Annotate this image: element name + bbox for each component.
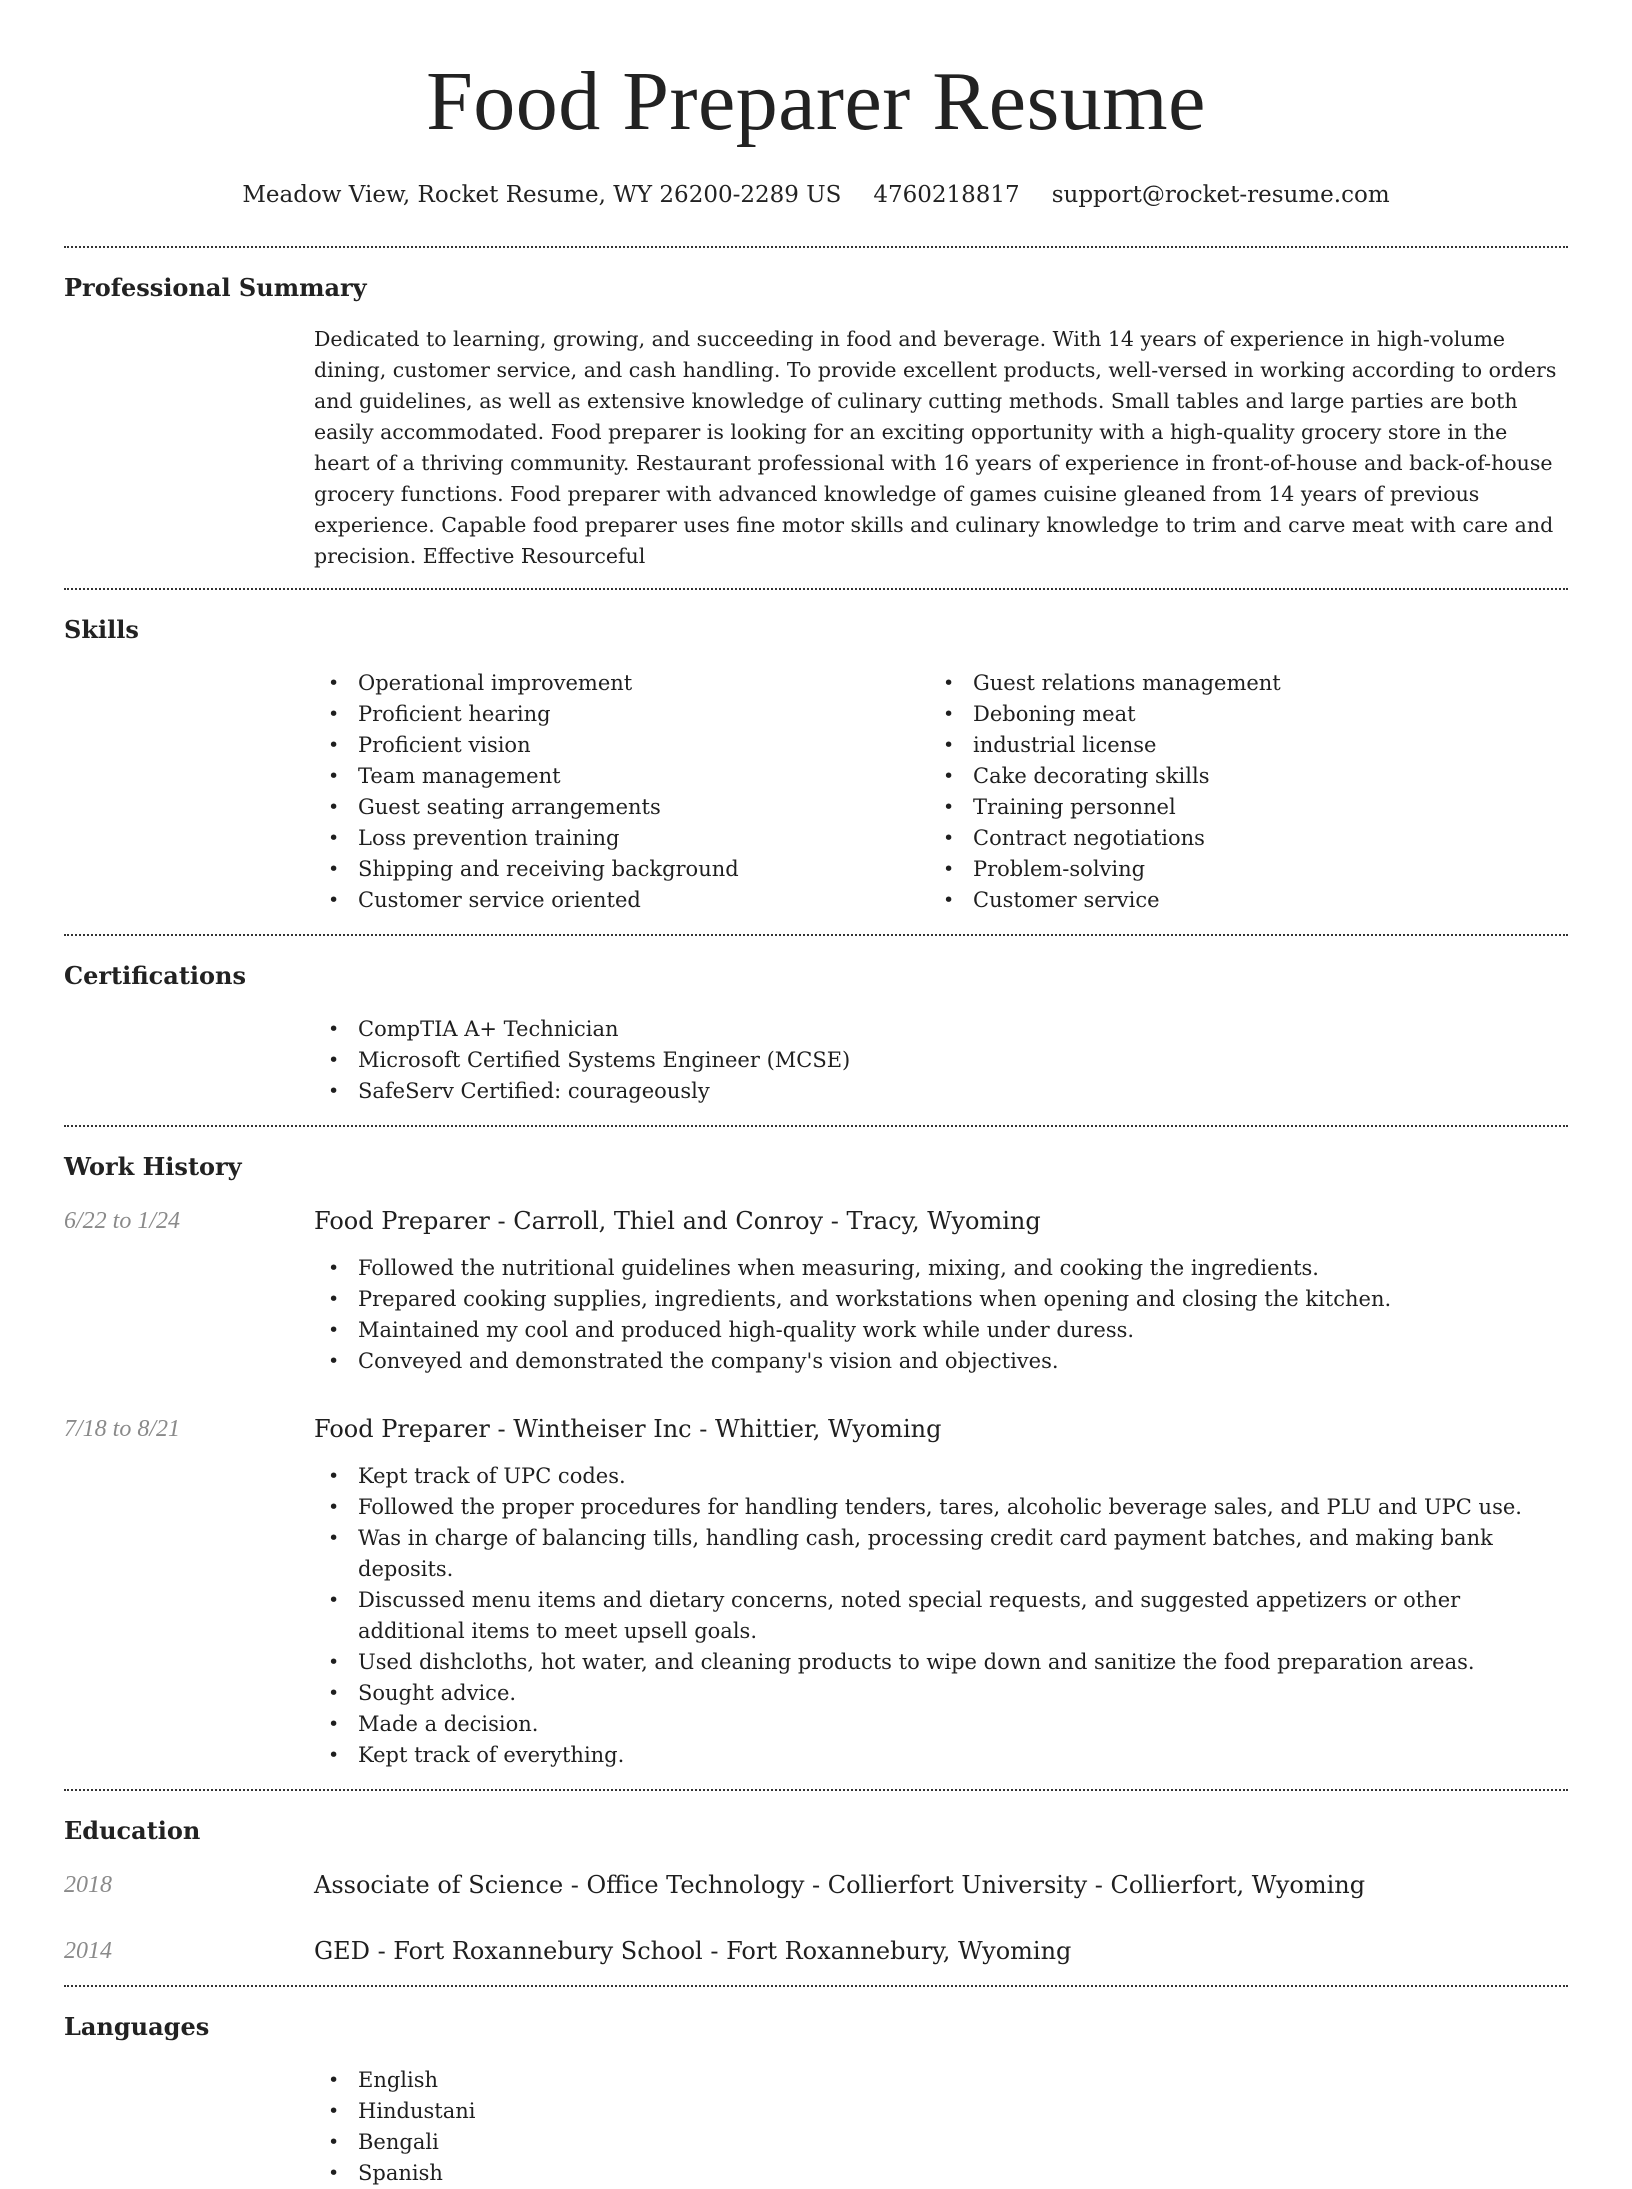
duty-item: • Prepared cooking supplies, ingredients, and workstations when opening and closing the kitchen. (314, 1284, 1568, 1315)
duty-item: • Followed the nutritional guidelines when measuring, mixing, and cooking the ingredients. (314, 1253, 1568, 1284)
education-heading: Education (64, 1816, 201, 1845)
language-item: • English (314, 2065, 1568, 2096)
job-dates: 6/22 to 1/24 (64, 1208, 181, 1234)
certification-item: • Microsoft Certified Systems Engineer (MCSE) (314, 1045, 1568, 1076)
duty-item: • Followed the proper procedures for handling tenders, tares, alcoholic beverage sales, and PLU and UPC use. (314, 1492, 1568, 1523)
skill-item: • Loss prevention training (314, 823, 929, 854)
skills-section (64, 590, 1568, 934)
skills-list-left (314, 668, 929, 916)
duty-item: • Used dishcloths, hot water, and cleaning products to wipe down and sanitize the food preparation areas. (314, 1647, 1568, 1678)
contact-phone: 4760218817 (873, 182, 1020, 208)
certifications-list (314, 1014, 1568, 1125)
job-title: Food Preparer - Carroll, Thiel and Conroy - Tracy, Wyoming (314, 1207, 1041, 1235)
duty-item: • Maintained my cool and produced high-quality work while under duress. (314, 1315, 1568, 1346)
duty-item: • Sought advice. (314, 1678, 1568, 1709)
job-duties (314, 1461, 1568, 1771)
education-entry (64, 1935, 1568, 1967)
skill-item: • Team management (314, 761, 929, 792)
languages-list (314, 2065, 1568, 2189)
job-dates: 7/18 to 8/21 (64, 1416, 181, 1442)
skill-item: • industrial license (929, 730, 1544, 761)
skill-item: • Customer service oriented (314, 885, 929, 916)
skill-item: • Proficient hearing (314, 699, 929, 730)
languages-heading: Languages (64, 2012, 210, 2041)
skill-item: • Problem-solving (929, 854, 1544, 885)
languages-section (64, 1987, 1568, 2189)
skill-item: • Deboning meat (929, 699, 1544, 730)
skill-item: • Training personnel (929, 792, 1544, 823)
summary-section (64, 248, 1568, 588)
certification-item: • CompTIA A+ Technician (314, 1014, 1568, 1045)
job-entry (64, 1413, 1568, 1771)
skill-item: • Operational improvement (314, 668, 929, 699)
resume-page (64, 0, 1568, 2185)
duty-item: • Kept track of everything. (314, 1740, 1568, 1771)
duty-item: • Made a decision. (314, 1709, 1568, 1740)
certifications-section (64, 936, 1568, 1125)
skill-item: • Guest seating arrangements (314, 792, 929, 823)
skill-item: • Proficient vision (314, 730, 929, 761)
skill-item: • Cake decorating skills (929, 761, 1544, 792)
skill-item: • Shipping and receiving background (314, 854, 929, 885)
job-entry (64, 1205, 1568, 1377)
skills-list-right (929, 668, 1544, 916)
duty-item: • Was in charge of balancing tills, handling cash, processing credit card payment batches, and making bank deposits. (314, 1523, 1568, 1585)
skill-item: • Contract negotiations (929, 823, 1544, 854)
language-item: • Bengali (314, 2127, 1568, 2158)
education-year: 2018 (64, 1872, 112, 1898)
language-item: • Hindustani (314, 2096, 1568, 2127)
duty-item: • Conveyed and demonstrated the company's vision and objectives. (314, 1346, 1568, 1377)
education-degree: GED - Fort Roxannebury School - Fort Roxannebury, Wyoming (314, 1937, 1072, 1965)
contact-email[interactable]: support@rocket-resume.com (1051, 182, 1390, 208)
education-degree: Associate of Science - Office Technology - Collierfort University - Collierfort, Wyoming (314, 1871, 1366, 1899)
certification-item: • SafeServ Certified: courageously (314, 1076, 1568, 1107)
contact-line (64, 180, 1568, 210)
certifications-heading: Certifications (64, 961, 247, 990)
skill-item: • Guest relations management (929, 668, 1544, 699)
duty-item: • Kept track of UPC codes. (314, 1461, 1568, 1492)
education-year: 2014 (64, 1938, 112, 1964)
work-history-heading: Work History (64, 1152, 242, 1181)
duty-item: • Discussed menu items and dietary concerns, noted special requests, and suggested appetizers or other additional items to meet upsell goals. (314, 1585, 1568, 1647)
summary-text: Dedicated to learning, growing, and succeeding in food and beverage. With 14 years of experience in high-volume dining, customer service, and cash handling. To provide excellent products, well-versed in working according to orders and guidelines, as well as extensive knowledge of culinary cutting methods. Small tables and large parties are both easily accommodated. Food preparer is looking for an exciting opportunity with a high-quality grocery store in the heart of a thriving community. Restaurant professional with 16 years of experience in front-of-house and back-of-house grocery functions. Food preparer with advanced knowledge of games cuisine gleaned from 14 years of previous experience. Capable food preparer uses fine motor skills and culinary knowledge to trim and carve meat with care and precision. Effective Resourceful (314, 327, 1557, 568)
job-title: Food Preparer - Wintheiser Inc - Whittier, Wyoming (314, 1415, 942, 1443)
contact-address: Meadow View, Rocket Resume, WY 26200-2289 US (242, 182, 842, 208)
work-history-section (64, 1127, 1568, 1789)
resume-title: Food Preparer Resume (426, 55, 1206, 148)
language-item: • Spanish (314, 2158, 1568, 2189)
education-entry (64, 1869, 1568, 1901)
job-duties (314, 1253, 1568, 1377)
skill-item: • Customer service (929, 885, 1544, 916)
summary-heading: Professional Summary (64, 273, 367, 302)
education-section (64, 1791, 1568, 1985)
skills-heading: Skills (64, 615, 139, 644)
